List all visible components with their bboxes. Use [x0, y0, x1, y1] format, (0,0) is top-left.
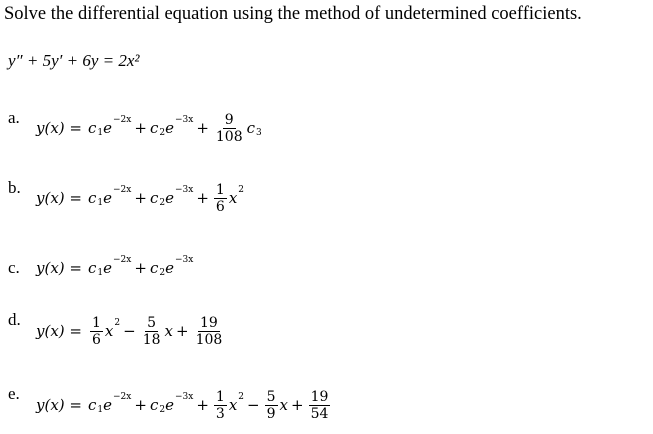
plus-sign: +	[134, 259, 147, 277]
plus-sign: +	[290, 396, 304, 414]
variable-x: x	[228, 189, 238, 207]
exponent: 2	[238, 185, 245, 195]
exp-base: e	[165, 396, 174, 414]
numerator: 5	[147, 314, 157, 331]
exponent: 2	[114, 318, 121, 328]
option-b-expression[interactable]	[36, 174, 244, 222]
plus-sign: +	[196, 119, 209, 137]
variable-x: x	[228, 396, 238, 414]
denominator: 108	[195, 331, 223, 348]
lhs: y(x) =	[36, 396, 82, 414]
question-text: Solve the differential equation using the method of undetermined coefficients.	[4, 4, 582, 24]
option-d-letter: d.	[8, 310, 21, 329]
subscript: 2	[159, 128, 166, 138]
option-a-letter: a.	[8, 108, 20, 127]
option-e-expression[interactable]	[36, 380, 332, 430]
coefficient-c2: c	[149, 119, 159, 137]
option-c-letter: c.	[8, 258, 20, 277]
fraction	[214, 389, 227, 422]
numerator: 1	[215, 388, 225, 405]
fraction	[265, 389, 278, 422]
exponent: 2	[238, 392, 245, 402]
plus-sign: +	[196, 189, 209, 207]
numerator: 1	[91, 314, 101, 331]
minus-sign: −	[123, 322, 136, 340]
coefficient-c1: c	[87, 259, 97, 277]
plus-sign: +	[134, 396, 147, 414]
numerator: 19	[200, 314, 218, 331]
exp-base: e	[103, 396, 113, 414]
lhs: y(x) =	[36, 189, 82, 207]
option-c-expression[interactable]	[36, 254, 193, 282]
plus-sign: +	[196, 396, 209, 414]
variable-x: x	[279, 396, 288, 414]
subscript: 2	[159, 198, 166, 208]
denominator: 108	[215, 128, 243, 145]
exponent: −3x	[174, 392, 194, 402]
subscript: 1	[97, 128, 104, 138]
lhs: y(x) =	[36, 259, 82, 277]
denominator: 6	[91, 331, 101, 348]
variable-x: x	[164, 322, 173, 340]
numerator: 5	[266, 388, 276, 405]
coefficient-c1: c	[87, 396, 97, 414]
exp-base: e	[103, 189, 113, 207]
denominator: 18	[142, 331, 161, 348]
exponent: −3x	[174, 185, 194, 195]
plus-sign: +	[175, 322, 189, 340]
exponent: −2x	[113, 255, 132, 265]
lhs: y(x) =	[36, 119, 82, 137]
exponent: −2x	[113, 392, 132, 402]
exponent: −3x	[174, 255, 194, 265]
coefficient-c1: c	[87, 189, 97, 207]
exp-base: e	[103, 119, 113, 137]
denominator: 6	[215, 198, 225, 215]
lhs: y(x) =	[36, 322, 82, 340]
subscript: 1	[97, 268, 104, 278]
subscript: 2	[159, 268, 166, 278]
coefficient-c2: c	[149, 189, 159, 207]
numerator: 19	[310, 388, 329, 405]
differential-equation: y″ + 5y′ + 6y = 2x²	[8, 51, 140, 70]
exp-base: e	[165, 119, 174, 137]
exp-base: e	[165, 259, 174, 277]
exponent: −2x	[113, 185, 132, 195]
subscript: 3	[256, 128, 262, 138]
subscript: 1	[97, 405, 104, 415]
minus-sign: −	[247, 396, 260, 414]
fraction	[141, 315, 163, 348]
numerator: 1	[215, 181, 225, 198]
option-b-letter: b.	[8, 178, 21, 197]
fraction	[214, 182, 227, 215]
denominator: 54	[310, 405, 329, 422]
denominator: 3	[215, 405, 225, 422]
denominator: 9	[266, 405, 276, 422]
coefficient-c2: c	[149, 259, 159, 277]
plus-sign: +	[134, 119, 147, 137]
fraction	[90, 315, 103, 348]
coefficient-c1: c	[87, 119, 97, 137]
exponent: −2x	[113, 115, 132, 125]
numerator: 9	[224, 111, 234, 128]
exp-base: e	[165, 189, 174, 207]
plus-sign: +	[134, 189, 147, 207]
exponent: −3x	[174, 115, 194, 125]
option-a-expression[interactable]	[36, 104, 262, 152]
option-d-expression[interactable]	[36, 306, 226, 356]
option-e-letter: e.	[8, 384, 20, 403]
subscript: 1	[97, 198, 104, 208]
coefficient-c3: c	[246, 119, 256, 137]
variable-x: x	[104, 322, 114, 340]
coefficient-c2: c	[149, 396, 159, 414]
fraction	[214, 112, 245, 145]
exp-base: e	[103, 259, 113, 277]
fraction	[194, 315, 225, 348]
subscript: 2	[159, 405, 166, 415]
fraction	[309, 389, 331, 422]
